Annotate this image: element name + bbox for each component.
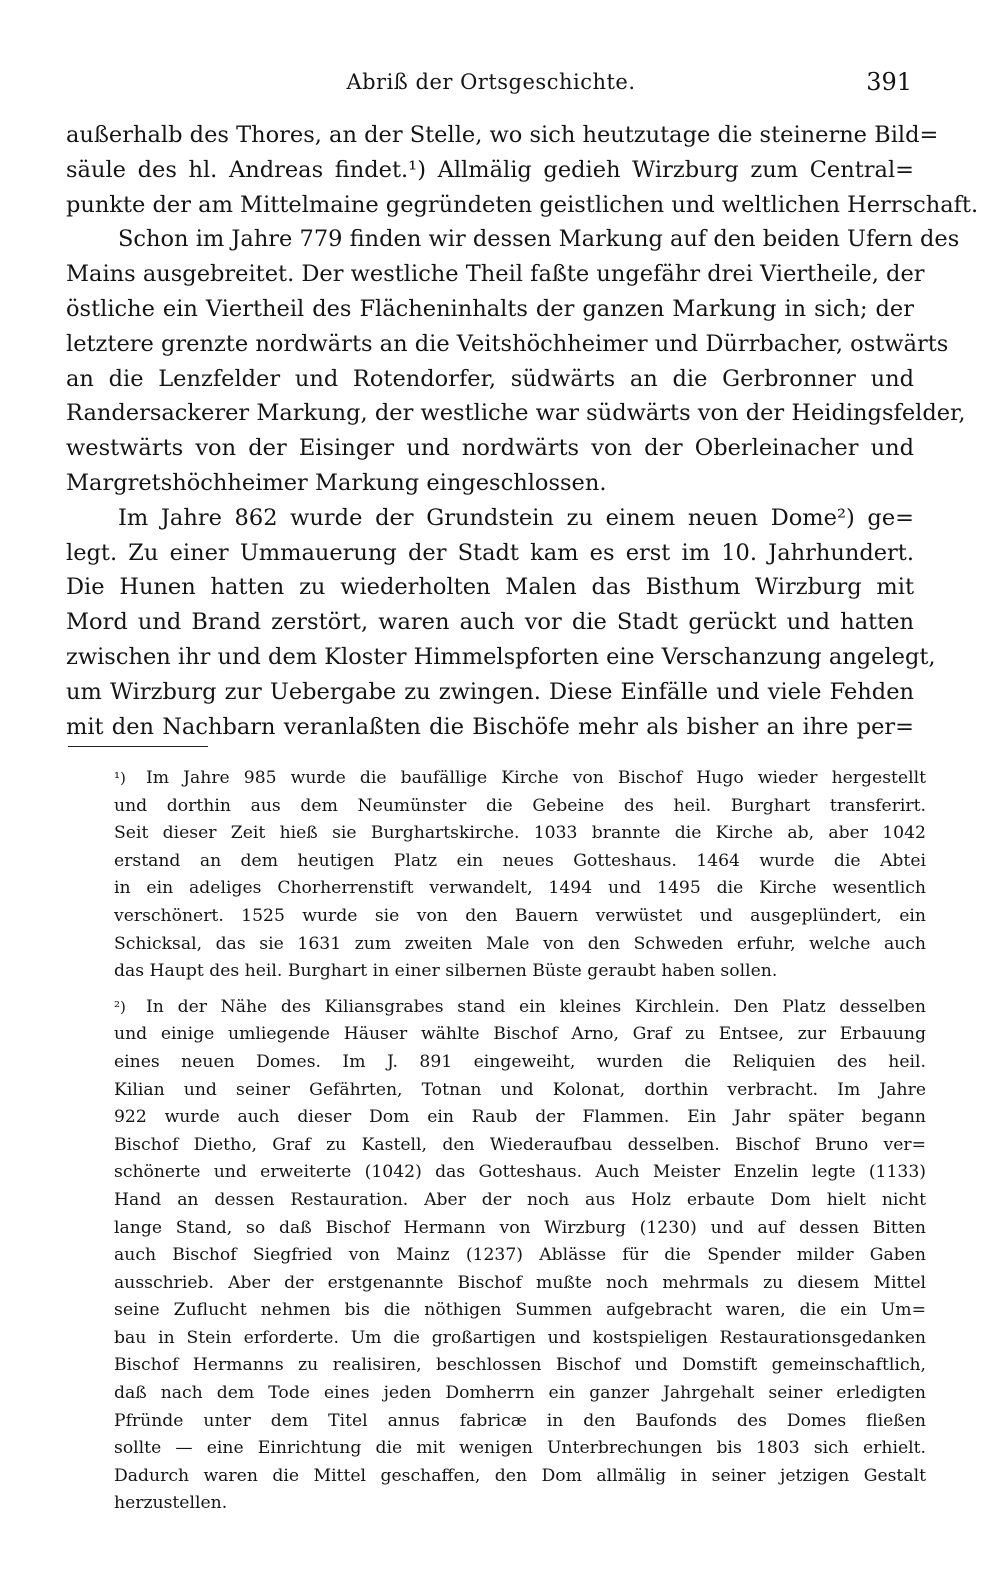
footnote-line: verschönert. 1525 wurde sie von den Bauern verwüstet und ausgeplündert, ein (114, 905, 926, 926)
text-line: zwischen ihr und dem Kloster Himmelspforten eine Verschanzung angelegt, (66, 643, 936, 670)
footnote-marker: ¹) (114, 769, 126, 787)
footnote-line: daß nach dem Tode eines jeden Domherrn ein ganzer Jahrgehalt seiner erledigten (114, 1383, 926, 1404)
footnote-line: sollte — eine Einrichtung die mit wenigen Unterbrechungen bis 1803 sich erhielt. (114, 1438, 926, 1459)
footnote-line: Schicksal, das sie 1631 zum zweiten Male von den Schweden erfuhr, welche auch (114, 933, 926, 954)
text-line: um Wirzburg zur Uebergabe zu zwingen. Diese Einfälle und viele Fehden (66, 678, 914, 705)
text-line: Margretshöchheimer Markung eingeschlossen. (66, 469, 607, 496)
text-line: an die Lenzfelder und Rotendorfer, südwärts an die Gerbronner und (66, 365, 914, 392)
running-title: Abriß der Ortsgeschichte. (346, 70, 636, 94)
footnote-line: Pfründe unter dem Titel annus fabricæ in den Baufonds des Domes fließen (114, 1410, 926, 1431)
text-line: östliche ein Viertheil des Flächeninhalts der ganzen Markung in sich; der (66, 295, 914, 322)
footnote-line: auch Bischof Siegfried von Mainz (1237) Ablässe für die Spender milder Gaben (114, 1245, 926, 1266)
footnote-line (114, 994, 926, 1022)
text-line: legt. Zu einer Ummauerung der Stadt kam es erst im 10. Jahrhundert. (66, 539, 914, 566)
text-line: westwärts von der Eisinger und nordwärts von der Oberleinacher und (66, 435, 914, 462)
footnote-line: ausschrieb. Aber der erstgenannte Bischof mußte noch mehrmals zu diesem Mittel (114, 1272, 926, 1293)
footnote-line: bau in Stein erforderte. Um die großartigen und kostspieligen Restaurationsgedanken (114, 1327, 926, 1348)
footnote-line: herzustellen. (114, 1493, 228, 1514)
text-line: Mains ausgebreitet. Der westliche Theil faßte ungefähr drei Viertheile, der (66, 261, 925, 288)
footnote-line: lange Stand, so daß Bischof Hermann von Wirzburg (1230) und auf dessen Bitten (114, 1217, 926, 1238)
text-line: Mord und Brand zerstört, waren auch vor die Stadt gerückt und hatten (66, 609, 914, 636)
running-head (70, 70, 912, 106)
footnote-line (114, 765, 926, 793)
footnote-line: eines neuen Domes. Im J. 891 eingeweiht, wurden die Reliquien des heil. (114, 1051, 926, 1072)
text-line: säule des hl. Andreas findet.¹) Allmälig gedieh Wirzburg zum Central= (66, 156, 914, 183)
text-line: letztere grenzte nordwärts an die Veitshöchheimer und Dürrbacher, ostwärts (66, 330, 949, 357)
footnote-line: 922 wurde auch dieser Dom ein Raub der Flammen. Ein Jahr später begann (114, 1107, 926, 1128)
footnote-1 (114, 765, 926, 986)
text-line: Die Hunen hatten zu wiederholten Malen das Bisthum Wirzburg mit (66, 574, 914, 601)
footnote-line: Bischof Hermanns zu realisiren, beschlossen Bischof und Domstift gemeinschaftlich, (114, 1355, 926, 1376)
text-line: punkte der am Mittelmaine gegründeten geistlichen und weltlichen Herrschaft. (66, 191, 979, 218)
text-line: mit den Nachbarn veranlaßten die Bischöfe mehr als bisher an ihre per= (66, 713, 914, 740)
footnote-line: und einige umliegende Häuser wählte Bischof Arno, Graf zu Entsee, zur Erbauung (114, 1024, 926, 1045)
footnote-line: Dadurch waren die Mittel geschaffen, den Dom allmälig in seiner jetzigen Gestalt (114, 1465, 926, 1486)
footnote-line: Kilian und seiner Gefährten, Totnan und Kolonat, dorthin verbracht. Im Jahre (114, 1079, 926, 1100)
footnote-line: Seit dieser Zeit hieß sie Burghartskirche. 1033 brannte die Kirche ab, aber 1042 (114, 823, 926, 844)
footnote-line: das Haupt des heil. Burghart in einer silbernen Büste geraubt haben sollen. (114, 961, 778, 982)
text-line: Randersackerer Markung, der westliche war südwärts von der Heidingsfelder, (66, 400, 966, 427)
footnote-line-text: Im Jahre 985 wurde die baufällige Kirche von Bischof Hugo wieder hergestellt (146, 768, 926, 788)
text-line: außerhalb des Thores, an der Stelle, wo sich heutzutage die steinerne Bild= (66, 122, 939, 148)
footnotes (114, 765, 926, 1526)
page-number: 391 (866, 68, 912, 96)
footnote-line: in ein adeliges Chorherrenstift verwandelt, 1494 und 1495 die Kirche wesentlich (114, 878, 926, 899)
footnote-2 (114, 994, 926, 1518)
footnote-line: erstand an dem heutigen Platz ein neues Gotteshaus. 1464 wurde die Abtei (114, 850, 926, 871)
footnote-separator (68, 746, 208, 747)
footnote-line: Hand an dessen Restauration. Aber der noch aus Holz erbaute Dom hielt nicht (114, 1189, 926, 1210)
main-text (66, 118, 979, 744)
footnote-marker: ²) (114, 997, 126, 1016)
footnote-line: und dorthin aus dem Neumünster die Gebeine des heil. Burghart transferirt. (114, 795, 926, 816)
footnote-line: Bischof Dietho, Graf zu Kastell, den Wiederaufbau desselben. Bischof Bruno ver= (114, 1134, 926, 1155)
text-line: Im Jahre 862 wurde der Grundstein zu einem neuen Dome²) ge= (118, 504, 914, 531)
text-line: Schon im Jahre 779 finden wir dessen Markung auf den beiden Ufern des (118, 226, 960, 253)
footnote-line-text: In der Nähe des Kiliansgrabes stand ein kleines Kirchlein. Den Platz desselben (146, 996, 926, 1017)
footnote-line: schönerte und erweiterte (1042) das Gotteshaus. Auch Meister Enzelin legte (1133) (114, 1162, 926, 1183)
footnote-line: seine Zuflucht nehmen bis die nöthigen Summen aufgebracht waren, die ein Um= (114, 1300, 926, 1321)
